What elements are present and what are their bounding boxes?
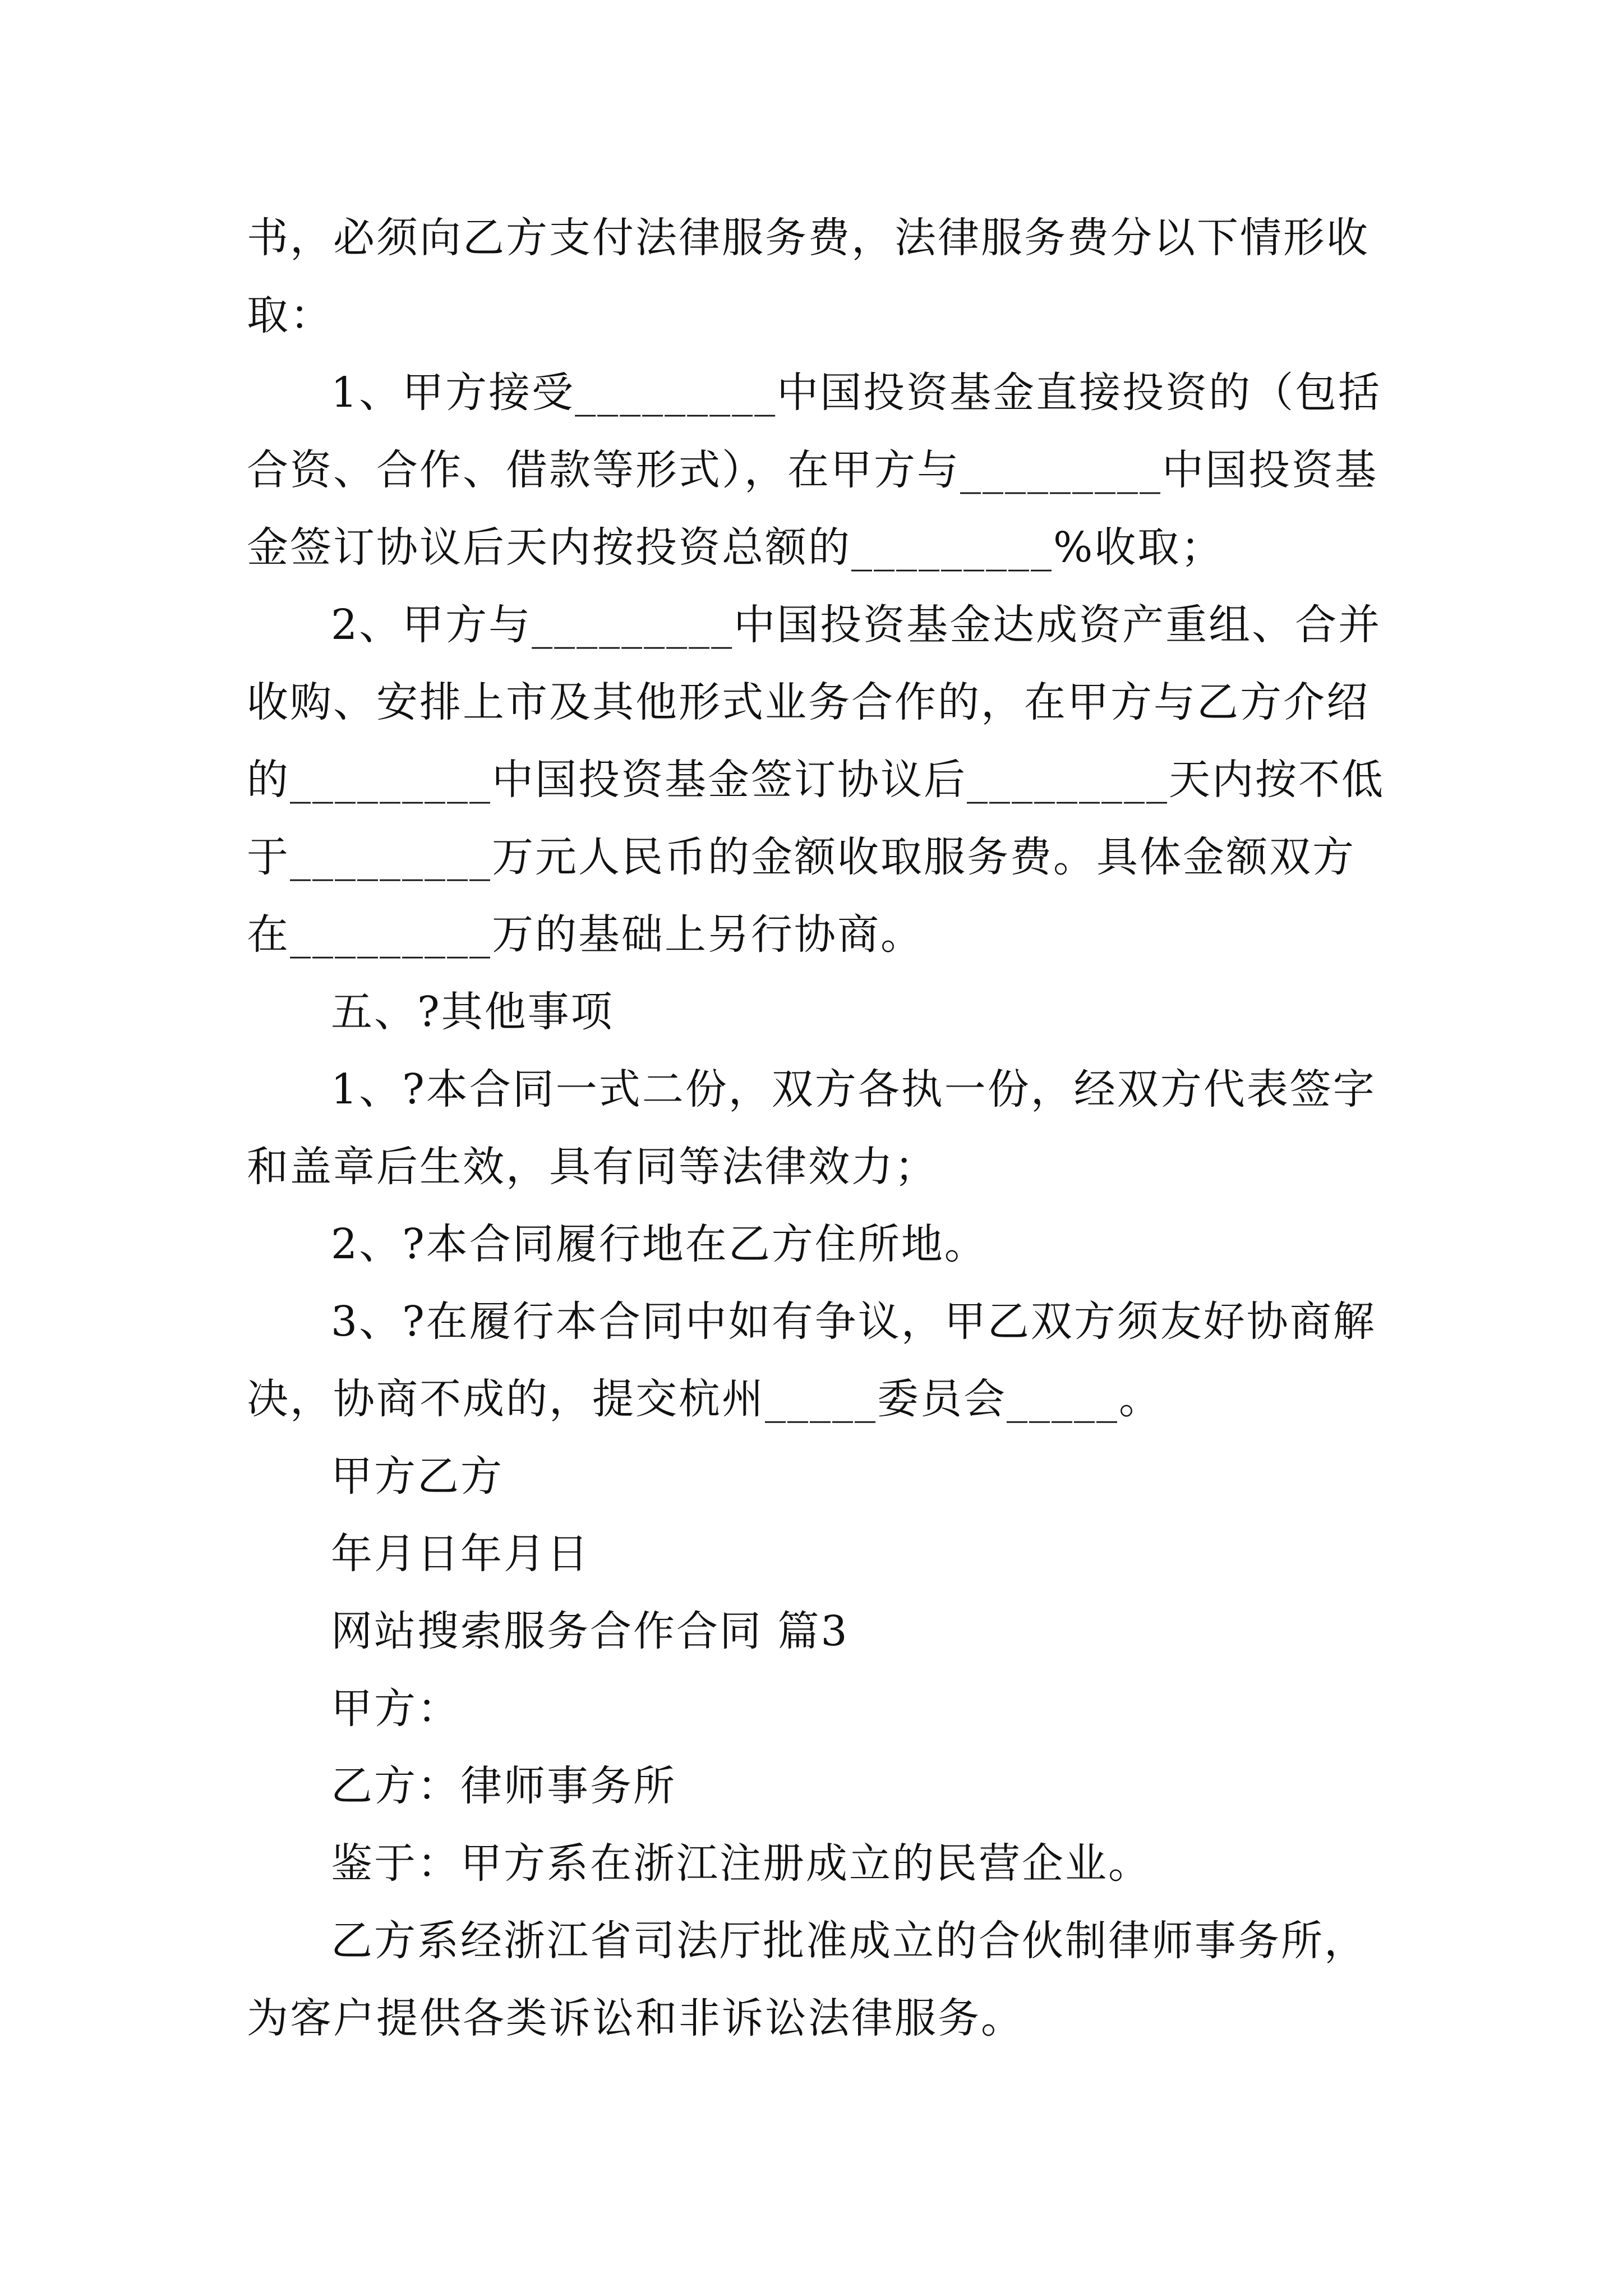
text-line: 1、?本合同一式二份，双方各执一份，经双方代表签字 bbox=[331, 1065, 1376, 1114]
text-line: 1、甲方接受_________中国投资基金直接投资的（包括 bbox=[331, 369, 1382, 417]
signature-parties: 甲方乙方 bbox=[331, 1452, 504, 1501]
text-line: 书，必须向乙方支付法律服务费，法律服务费分以下情形收 bbox=[247, 214, 1370, 262]
text-line: 2、?本合同履行地在乙方住所地。 bbox=[331, 1220, 988, 1268]
text-line: 取： bbox=[247, 291, 333, 339]
section-heading: 五、?其他事项 bbox=[331, 988, 614, 1036]
text-line: 2、甲方与_________中国投资基金达成资产重组、合并 bbox=[331, 601, 1382, 649]
party-a-line: 甲方： bbox=[331, 1685, 460, 1733]
text-line: 收购、安排上市及其他形式业务合作的，在甲方与乙方介绍 bbox=[247, 678, 1370, 726]
contract-title: 网站搜索服务合作合同 篇3 bbox=[331, 1607, 849, 1655]
text-line: 3、?在履行本合同中如有争议，甲乙双方须友好协商解 bbox=[331, 1297, 1376, 1346]
text-line: 于_________万元人民币的金额收取服务费。具体金额双方 bbox=[247, 833, 1355, 881]
party-b-line: 乙方：律师事务所 bbox=[331, 1762, 676, 1810]
signature-dates: 年月日年月日 bbox=[331, 1530, 590, 1578]
text-line: 合资、合作、借款等形式），在甲方与_________中国投资基 bbox=[247, 446, 1378, 494]
text-line: 和盖章后生效，具有同等法律效力； bbox=[247, 1143, 938, 1191]
document-body bbox=[247, 199, 1385, 2057]
text-line: 为客户提供各类诉讼和非诉讼法律服务。 bbox=[247, 1994, 1024, 2042]
text-line: 决，协商不成的，提交杭州_____委员会_____。 bbox=[247, 1375, 1162, 1423]
text-line: 鉴于：甲方系在浙江注册成立的民营企业。 bbox=[331, 1839, 1151, 1888]
text-line: 乙方系经浙江省司法厅批准成立的合伙制律师事务所， bbox=[331, 1917, 1367, 1965]
text-line: 金签订协议后天内按投资总额的_________%收取； bbox=[247, 523, 1224, 572]
text-line: 的_________中国投资基金签订协议后_________天内按不低 bbox=[247, 756, 1385, 804]
text-line: 在_________万的基础上另行协商。 bbox=[247, 910, 924, 959]
